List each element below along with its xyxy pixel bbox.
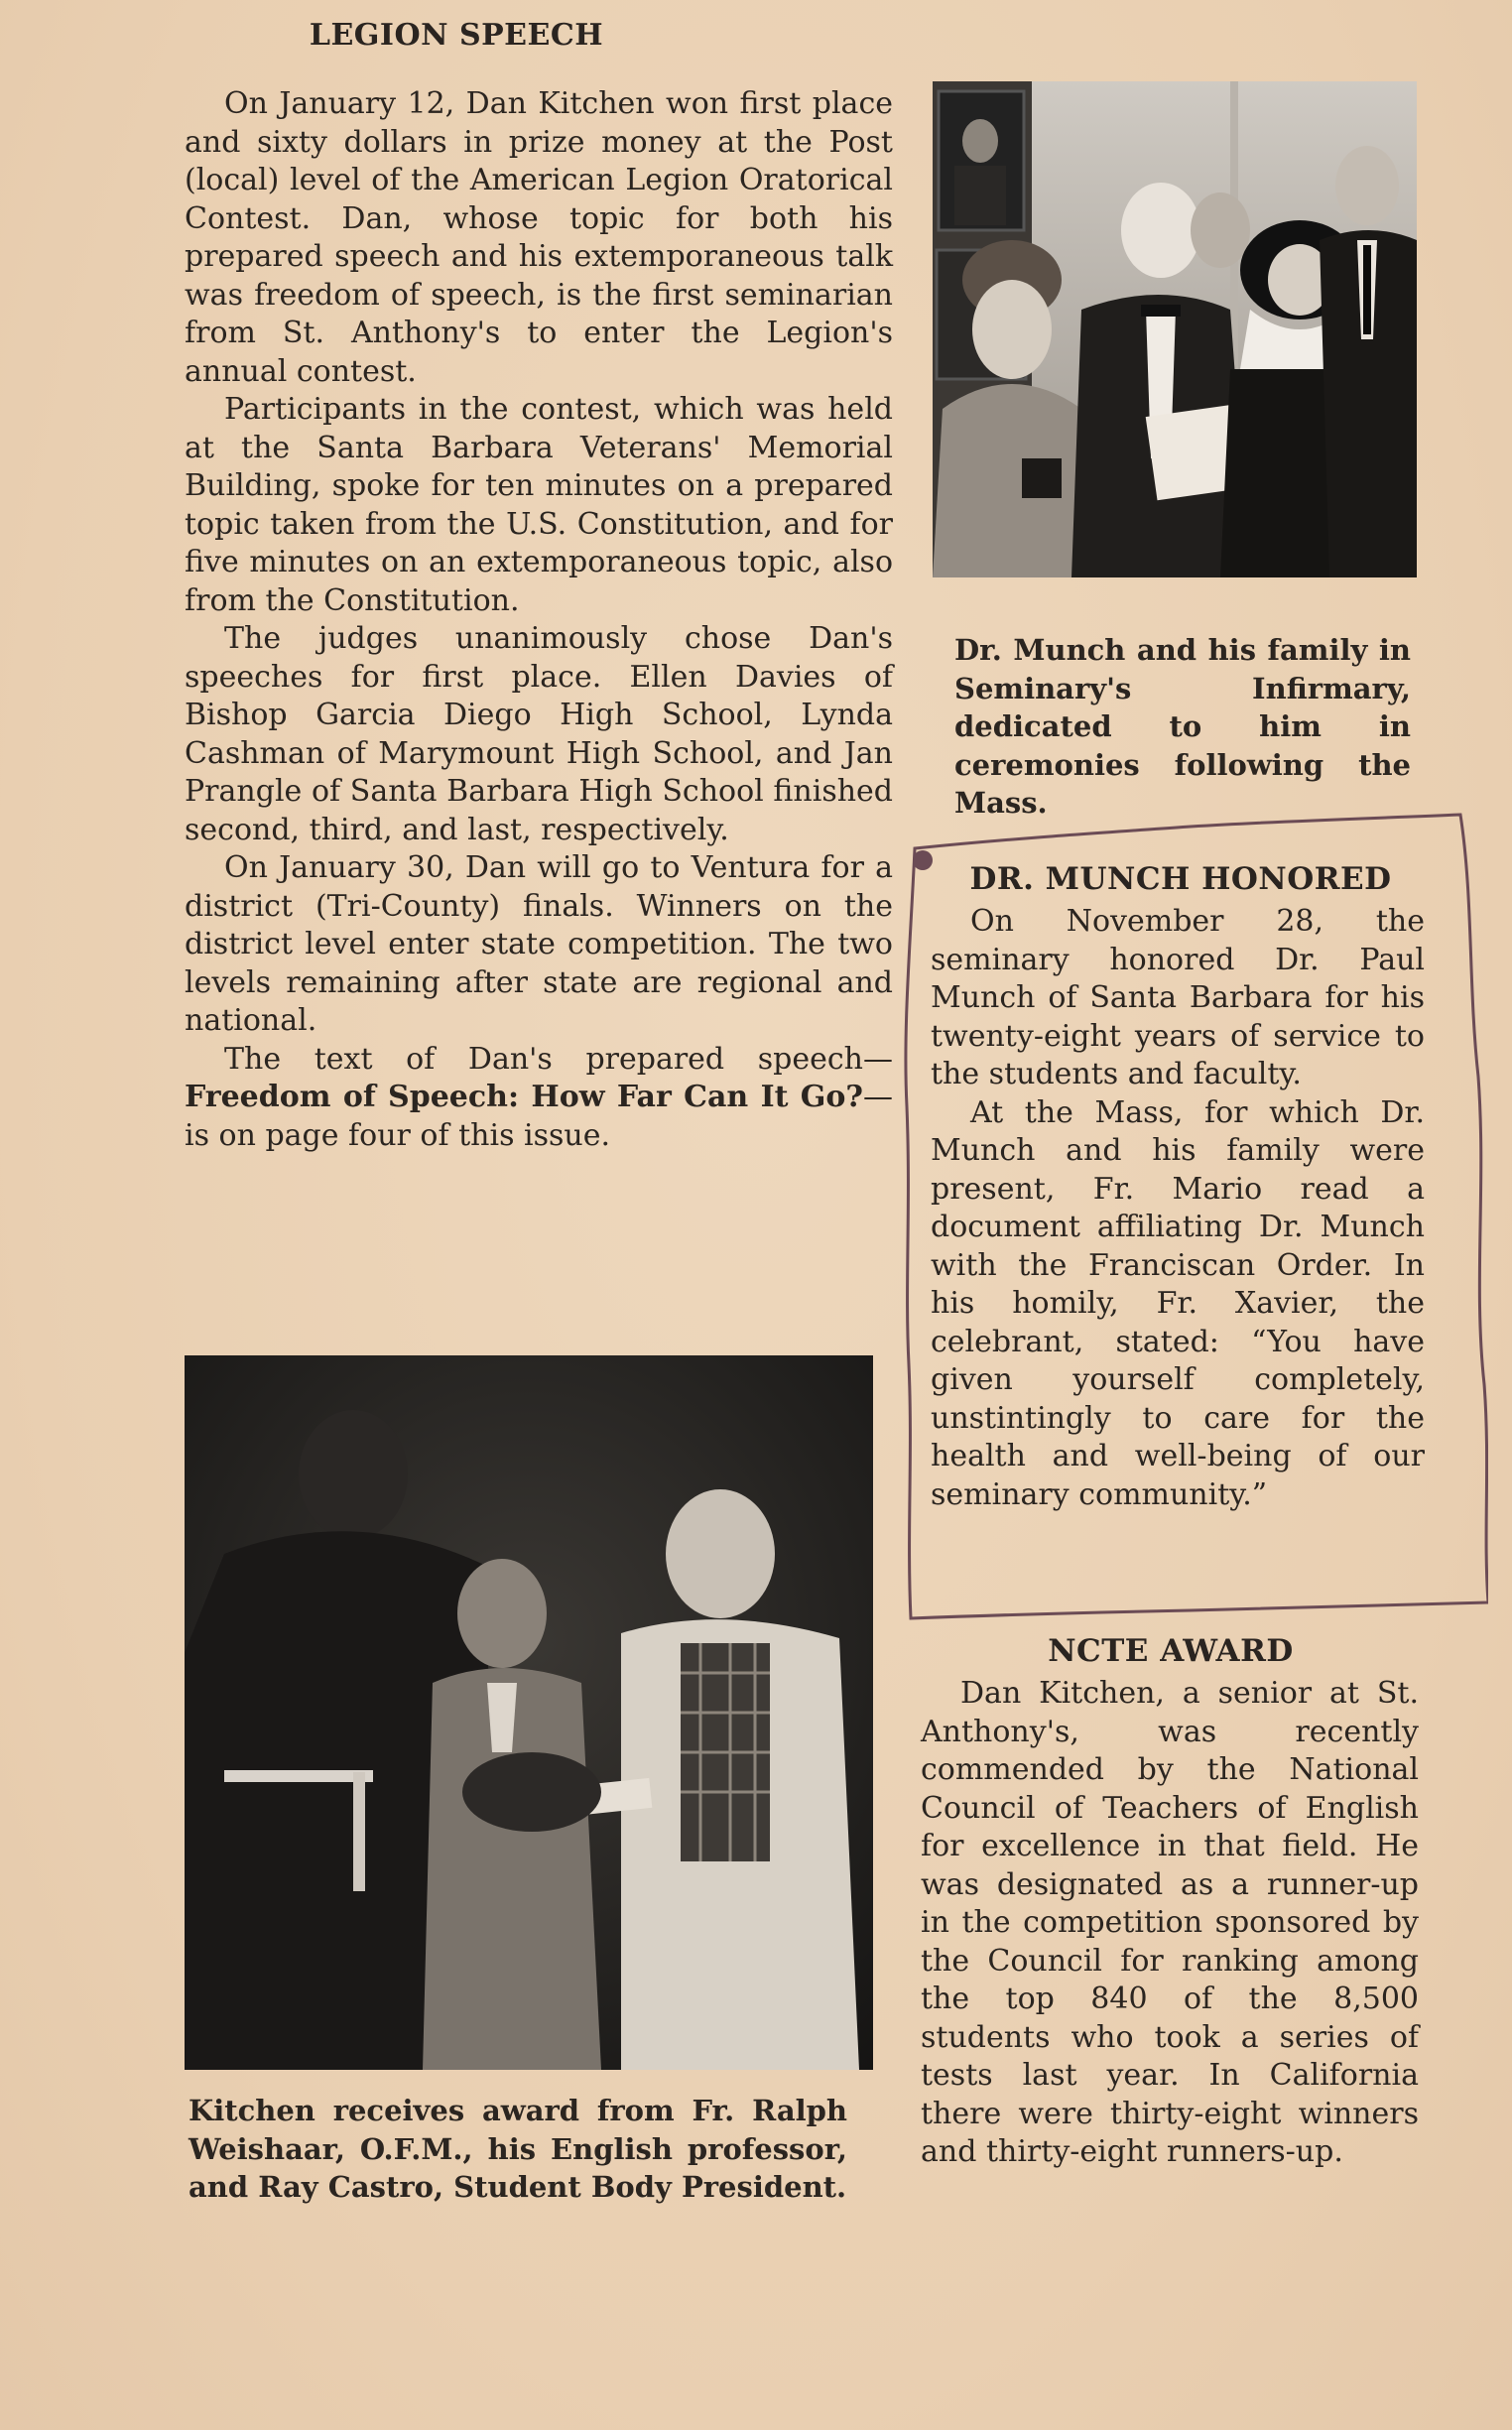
munch-para-2: At the Mass, for which Dr. Munch and his family were present, Fr. Mario read a document affiliating Dr. Munch with the Franciscan Order. In his homily, Fr. Xavier, the celebrant, stated: “You have given yourself completely, unstintingly to care for the health and well-being of our seminary community.”	[931, 1094, 1425, 1512]
legion-para-4: On January 30, Dan will go to Ventura for a district (Tri-County) finals. Winners on the district level enter state competition. The two levels remaining after state are regional and national.	[185, 850, 893, 1038]
kitchen-award-photo	[185, 1355, 873, 2070]
munch-para-1: On November 28, the seminary honored Dr. Paul Munch of Santa Barbara for his twenty-eight years of service to the students and faculty.	[931, 904, 1425, 1091]
legion-para-5	[185, 1041, 893, 1156]
munch-honored-headline: DR. MUNCH HONORED	[969, 861, 1392, 897]
ncte-para-1: Dan Kitchen, a senior at St. Anthony's, was recently commended by the National Council of Teachers of English for excellence in that field. He was designated as a runner-up in the competition sponsored by the Council for ranking among the top 840 of the 8,500 students who took a series of tests last year. In California there were thirty-eight winners and thirty-eight runners-up.	[921, 1676, 1419, 2169]
ncte-award-headline: NCTE AWARD	[1048, 1633, 1294, 1669]
legion-speech-article	[185, 85, 893, 1155]
legion-para-1: On January 12, Dan Kitchen won first place and sixty dollars in prize money at the Post (local) level of the American Legion Oratorical Contest. Dan, whose topic for both his prepared speech and his extemporaneous talk was freedom of speech, is the first seminarian from St. Anthony's to enter the Legion's annual contest.	[185, 86, 893, 389]
kitchen-award-caption: Kitchen receives award from Fr. Ralph Weishaar, O.F.M., his English professor, and Ray Castro, Student Body President.	[189, 2094, 847, 2204]
legion-para-5-post: —is on page four of this issue.	[185, 1080, 893, 1153]
legion-para-2: Participants in the contest, which was held at the Santa Barbara Veterans' Memorial Building, spoke for ten minutes on a prepared topic taken from the U.S. Constitution, and for five minutes on an extemporaneous topic, also from the Constitution.	[185, 392, 893, 618]
speech-title: Freedom of Speech: How Far Can It Go?	[185, 1080, 863, 1114]
legion-para-3: The judges unanimously chose Dan's speeches for first place. Ellen Davies of Bishop Garcia Diego High School, Lynda Cashman of Marymount High School, and Jan Prangle of Santa Barbara High School finished second, third, and last, respectively.	[185, 621, 893, 847]
munch-family-photo-image	[933, 81, 1417, 577]
legion-speech-headline: LEGION SPEECH	[309, 18, 604, 53]
legion-para-5-pre: The text of Dan's prepared speech—	[224, 1041, 893, 1077]
munch-family-caption: Dr. Munch and his family in Seminary's Infirmary, dedicated to him in ceremonies following the Mass.	[954, 633, 1411, 820]
ncte-award-article	[921, 1675, 1419, 2172]
kitchen-award-photo-image	[185, 1355, 873, 2070]
munch-honored-article	[931, 903, 1425, 1514]
munch-family-photo	[933, 81, 1417, 577]
